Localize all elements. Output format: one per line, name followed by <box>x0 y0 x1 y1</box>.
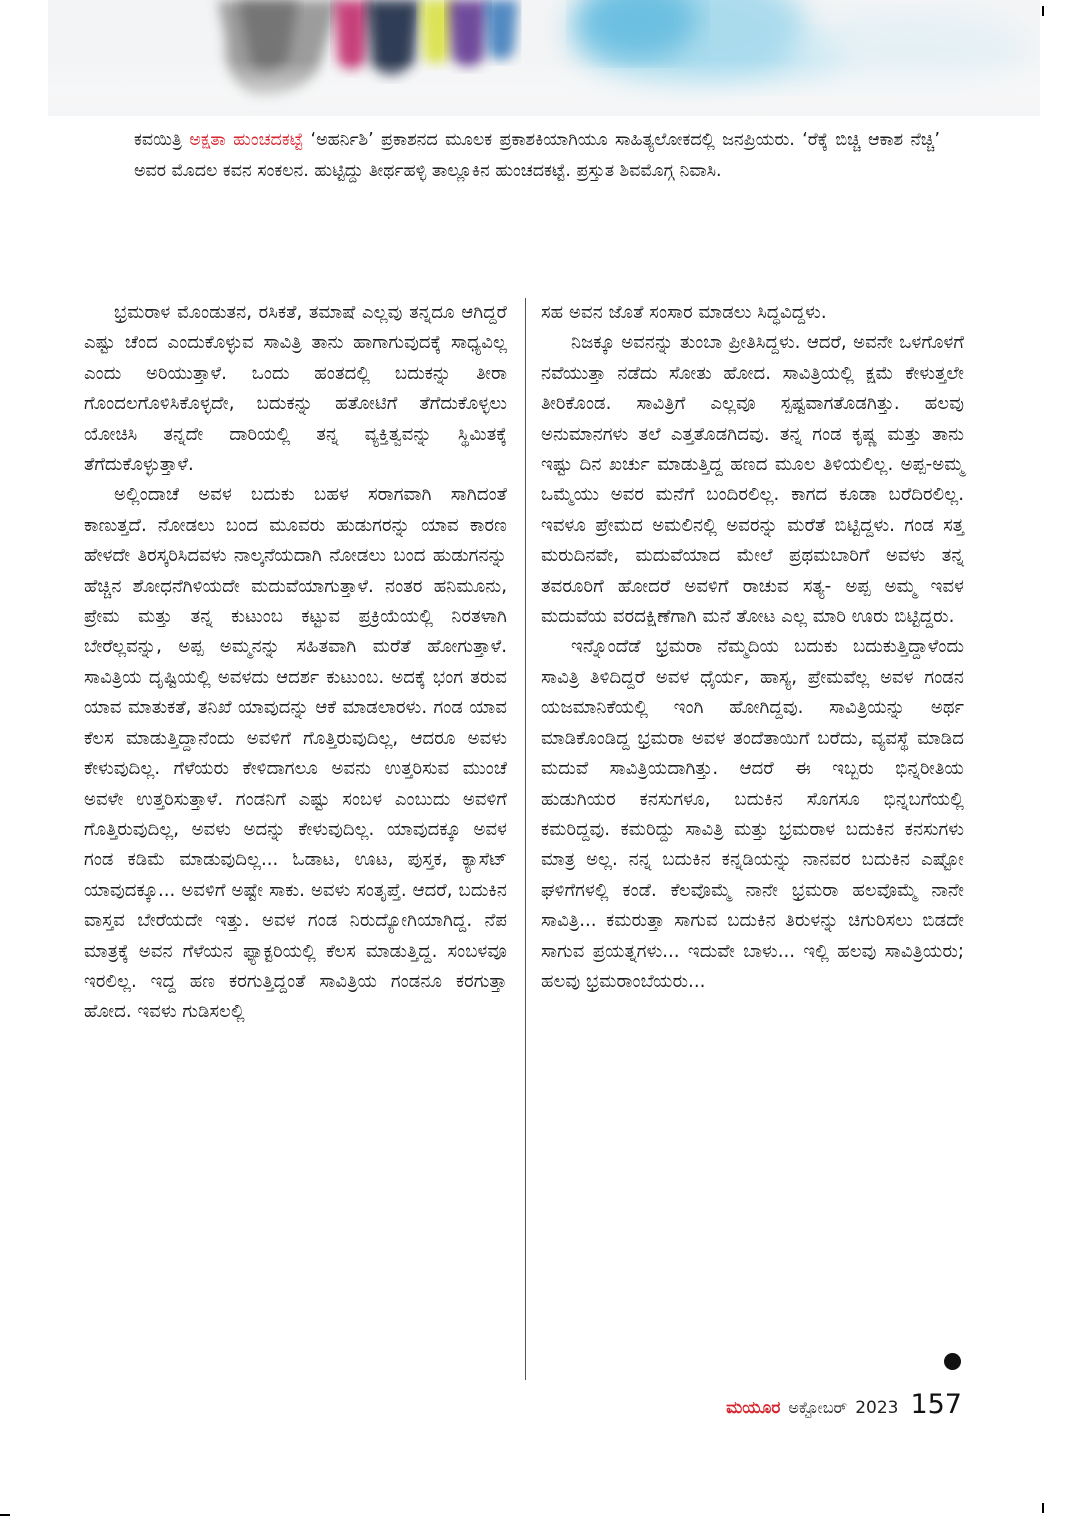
column-divider <box>525 298 526 1380</box>
issue-month: ಅಕ್ಟೋಬರ್ <box>788 1398 848 1417</box>
crop-mark-left <box>0 1514 10 1516</box>
crop-mark-top-right <box>1042 6 1044 16</box>
issue-year: 2023 <box>855 1398 899 1418</box>
author-caption <box>134 125 940 187</box>
paragraph: ನಿಜಕ್ಕೂ ಅವನನ್ನು ತುಂಬಾ ಪ್ರೀತಿಸಿದ್ದಳು. ಆದರೆ, ಅವನೇ ಒಳಗೊಳಗೆ ನವೆಯುತ್ತಾ ನಡೆದು ಸೋತು ಹೋದ. ಸಾವಿತ್ರಿಯಲ್ಲಿ ಕ್ಷಮೆ ಕೇಳುತ್ತಲೇ ತೀರಿಕೊಂಡ. ಸಾವಿತ್ರಿಗೆ ಎಲ್ಲವೂ ಸ್ಪಷ್ಟವಾಗತೊಡಗಿತ್ತು. ಹಲವು ಅನುಮಾನಗಳು ತಲೆ ಎತ್ತತೊಡಗಿದವು. ತನ್ನ ಗಂಡ ಕೃಷ್ಣ ಮತ್ತು ತಾನು ಇಷ್ಟು ದಿನ ಖರ್ಚು ಮಾಡುತ್ತಿದ್ದ ಹಣದ ಮೂಲ ತಿಳಿಯಲಿಲ್ಲ. ಅಪ್ಪ-ಅಮ್ಮ ಒಮ್ಮೆಯು ಅವರ ಮನೆಗೆ ಬಂದಿರಲಿಲ್ಲ. ಕಾಗದ ಕೂಡಾ ಬರೆದಿರಲಿಲ್ಲ. ಇವಳೂ ಪ್ರೇಮದ ಅಮಲಿನಲ್ಲಿ ಅವರನ್ನು ಮರೆತೆ ಬಿಟ್ಟಿದ್ದಳು. ಗಂಡ ಸತ್ತ ಮರುದಿನವೇ, ಮದುವೆಯಾದ ಮೇಲೆ ಪ್ರಥಮಬಾರಿಗೆ ಅವಳು ತನ್ನ ತವರೂರಿಗೆ ಹೋದರೆ ಅವಳಿಗೆ ರಾಚುವ ಸತ್ಯ- ಅಪ್ಪ ಅಮ್ಮ ಇವಳ ಮದುವೆಯ ವರದಕ್ಷಿಣೆಗಾಗಿ ಮನೆ ತೋಟ ಎಲ್ಲ ಮಾರಿ ಊರು ಬಿಟ್ಟಿದ್ದರು. <box>541 332 964 628</box>
paragraph: ಭ್ರಮರಾಳ ಮೊಂಡುತನ, ರಸಿಕತೆ, ತಮಾಷೆ ಎಲ್ಲವು ತನ್ನದೂ ಆಗಿದ್ದರೆ ಎಷ್ಟು ಚೆಂದ ಎಂದುಕೊಳ್ಳುವ ಸಾವಿತ್ರಿ ತಾನು ಹಾಗಾಗುವುದಕ್ಕೆ ಸಾಧ್ಯವಿಲ್ಲ ಎಂದು ಅರಿಯುತ್ತಾಳೆ. ಒಂದು ಹಂತದಲ್ಲಿ ಬದುಕನ್ನು ತೀರಾ ಗೊಂದಲಗೊಳಿಸಿಕೊಳ್ಳದೇ, ಬದುಕನ್ನು ಹತೋಟಿಗೆ ತೆಗೆದುಕೊಳ್ಳಲು ಯೋಚಿಸಿ ತನ್ನದೇ ದಾರಿಯಲ್ಲಿ ತನ್ನ ವ್ಯಕ್ತಿತ್ವವನ್ನು ಸ್ಥಿಮಿತಕ್ಕೆ ತೆಗೆದುಕೊಳ್ಳುತ್ತಾಳೆ. <box>84 302 507 476</box>
crop-mark-bottom-right <box>1042 1503 1044 1513</box>
article-column-right <box>541 298 964 997</box>
end-of-article-mark <box>944 1353 961 1370</box>
paragraph-continued: ಸಹ ಅವನ ಜೊತೆ ಸಂಸಾರ ಮಾಡಲು ಸಿದ್ಧವಿದ್ದಳು. <box>541 302 827 323</box>
header-illustration <box>48 0 1040 116</box>
article-column-left <box>84 298 507 1028</box>
magazine-name: ಮಯೂರ <box>726 1398 781 1418</box>
caption-text: ‘ಅಹರ್ನಿಶಿ’ ಪ್ರಕಾಶನದ ಮೂಲಕ ಪ್ರಕಾಶಕಿಯಾಗಿಯೂ ಸಾಹಿತ್ಯಲೋಕದಲ್ಲಿ ಜನಪ್ರಿಯರು. ‘ರೆಕ್ಕೆ ಬಿಚ್ಚಿ ಆಕಾಶ ನೆಚ್ಚಿ’ ಅವರ ಮೊದಲ ಕವನ ಸಂಕಲನ. ಹುಟ್ಟಿದ್ದು ತೀರ್ಥಹಳ್ಳಿ ತಾಲ್ಲೂಕಿನ ಹುಂಚದಕಟ್ಟೆ. ಪ್ರಸ್ತುತ ಶಿವಮೊಗ್ಗ ನಿವಾಸಿ. <box>134 130 940 181</box>
page-number: 157 <box>910 1389 962 1420</box>
paragraph: ಇನ್ನೊಂದೆಡೆ ಭ್ರಮರಾ ನೆಮ್ಮದಿಯ ಬದುಕು ಬದುಕುತ್ತಿದ್ದಾಳೆಂದು ಸಾವಿತ್ರಿ ತಿಳಿದಿದ್ದರೆ ಅವಳ ಧೈರ್ಯ, ಹಾಸ್ಯ, ಪ್ರೇಮವೆಲ್ಲ ಅವಳ ಗಂಡನ ಯಜಮಾನಿಕೆಯಲ್ಲಿ ಇಂಗಿ ಹೋಗಿದ್ದವು. ಸಾವಿತ್ರಿಯನ್ನು ಅರ್ಥ ಮಾಡಿಕೊಂಡಿದ್ದ ಭ್ರಮರಾ ಅವಳ ತಂದೆತಾಯಿಗೆ ಬರೆದು, ವ್ಯವಸ್ಥೆ ಮಾಡಿದ ಮದುವೆ ಸಾವಿತ್ರಿಯದಾಗಿತ್ತು. ಆದರೆ ಈ ಇಬ್ಬರು ಭಿನ್ನರೀತಿಯ ಹುಡುಗಿಯರ ಕನಸುಗಳೂ, ಬದುಕಿನ ಸೊಗಸೂ ಭಿನ್ನಬಗೆಯಲ್ಲಿ ಕಮರಿದ್ದವು. ಕಮರಿದ್ದು ಸಾವಿತ್ರಿ ಮತ್ತು ಭ್ರಮರಾಳ ಬದುಕಿನ ಕನಸುಗಳು ಮಾತ್ರ ಅಲ್ಲ. ನನ್ನ ಬದುಕಿನ ಕನ್ನಡಿಯನ್ನು ನಾನವರ ಬದುಕಿನ ಎಷ್ಟೋ ಘಳಿಗೆಗಳಲ್ಲಿ ಕಂಡೆ. ಕೆಲವೊಮ್ಮೆ ನಾನೇ ಭ್ರಮರಾ ಹಲವೊಮ್ಮೆ ನಾನೇ ಸಾವಿತ್ರಿ... ಕಮರುತ್ತಾ ಸಾಗುವ ಬದುಕಿನ ತಿರುಳನ್ನು ಚಿಗುರಿಸಲು ಬಿಡದೇ ಸಾಗುವ ಪ್ರಯತ್ನಗಳು... ಇದುವೇ ಬಾಳು... ಇಲ್ಲಿ ಹಲವು ಸಾವಿತ್ರಿಯರು; ಹಲವು ಭ್ರಮರಾಂಬೆಯರು... <box>541 636 964 992</box>
page-footer <box>726 1389 962 1429</box>
caption-prefix: ಕವಯಿತ್ರಿ <box>134 130 182 150</box>
author-name: ಅಕ್ಷತಾ ಹುಂಚದಕಟ್ಟೆ <box>189 130 304 150</box>
paragraph: ಅಲ್ಲಿಂದಾಚೆ ಅವಳ ಬದುಕು ಬಹಳ ಸರಾಗವಾಗಿ ಸಾಗಿದಂತೆ ಕಾಣುತ್ತದೆ. ನೋಡಲು ಬಂದ ಮೂವರು ಹುಡುಗರನ್ನು ಯಾವ ಕಾರಣ ಹೇಳದೇ ತಿರಸ್ಕರಿಸಿದವಳು ನಾಲ್ಕನೆಯದಾಗಿ ನೋಡಲು ಬಂದ ಹುಡುಗನನ್ನು ಹೆಚ್ಚಿನ ಶೋಧನೆಗಿಳಿಯದೇ ಮದುವೆಯಾಗುತ್ತಾಳೆ. ನಂತರ ಹನಿಮೂನು, ಪ್ರೇಮ ಮತ್ತು ತನ್ನ ಕುಟುಂಬ ಕಟ್ಟುವ ಪ್ರಕ್ರಿಯೆಯಲ್ಲಿ ನಿರತಳಾಗಿ ಬೇರೆಲ್ಲವನ್ನು, ಅಪ್ಪ ಅಮ್ಮನನ್ನು ಸಹಿತವಾಗಿ ಮರೆತೆ ಹೋಗುತ್ತಾಳೆ. ಸಾವಿತ್ರಿಯ ದೃಷ್ಟಿಯಲ್ಲಿ ಅವಳದು ಆದರ್ಶ ಕುಟುಂಬ. ಅದಕ್ಕೆ ಭಂಗ ತರುವ ಯಾವ ಮಾತುಕತೆ, ತನಿಖೆ ಯಾವುದನ್ನು ಆಕೆ ಮಾಡಲಾರಳು. ಗಂಡ ಯಾವ ಕೆಲಸ ಮಾಡುತ್ತಿದ್ದಾನೆಂದು ಅವಳಿಗೆ ಗೊತ್ತಿರುವುದಿಲ್ಲ, ಆದರೂ ಅವಳು ಕೇಳುವುದಿಲ್ಲ. ಗೆಳೆಯರು ಕೇಳಿದಾಗಲೂ ಅವನು ಉತ್ತರಿಸುವ ಮುಂಚೆ ಅವಳೇ ಉತ್ತರಿಸುತ್ತಾಳೆ. ಗಂಡನಿಗೆ ಎಷ್ಟು ಸಂಬಳ ಎಂಬುದು ಅವಳಿಗೆ ಗೊತ್ತಿರುವುದಿಲ್ಲ, ಅವಳು ಅದನ್ನು ಕೇಳುವುದಿಲ್ಲ. ಯಾವುದಕ್ಕೂ ಅವಳ ಗಂಡ ಕಡಿಮೆ ಮಾಡುವುದಿಲ್ಲ... ಓಡಾಟ, ಊಟ, ಪುಸ್ತಕ, ಕ್ಯಾಸೆಟ್ ಯಾವುದಕ್ಕೂ... ಅವಳಿಗೆ ಅಷ್ಟೇ ಸಾಕು. ಅವಳು ಸಂತೃಪ್ತೆ. ಆದರೆ, ಬದುಕಿನ ವಾಸ್ತವ ಬೇರೆಯದೇ ಇತ್ತು. ಅವಳ ಗಂಡ ನಿರುದ್ಯೋಗಿಯಾಗಿದ್ದ. ನೆಪ ಮಾತ್ರಕ್ಕೆ ಅವನ ಗೆಳೆಯನ ಫ್ಯಾಕ್ಟರಿಯಲ್ಲಿ ಕೆಲಸ ಮಾಡುತ್ತಿದ್ದ. ಸಂಬಳವೂ ಇರಲಿಲ್ಲ. ಇದ್ದ ಹಣ ಕರಗುತ್ತಿದ್ದಂತೆ ಸಾವಿತ್ರಿಯ ಗಂಡನೂ ಕರಗುತ್ತಾ ಹೋದ. ಇವಳು ಗುಡಿಸಲಲ್ಲಿ <box>84 484 507 1023</box>
